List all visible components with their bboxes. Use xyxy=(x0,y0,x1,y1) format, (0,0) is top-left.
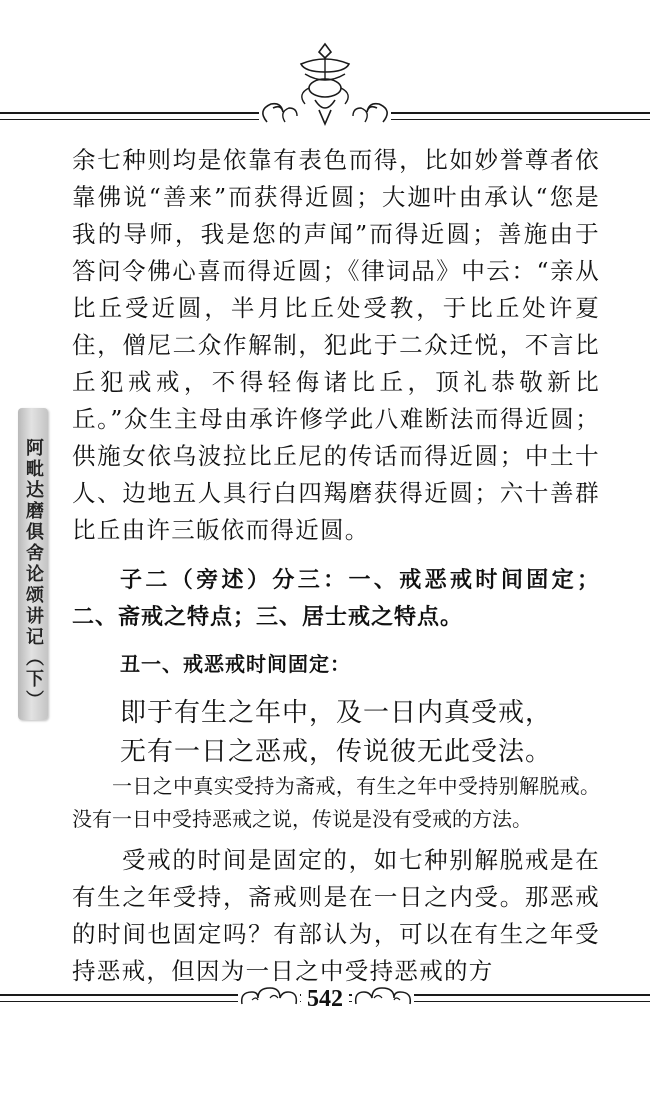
explanation-paragraph: 受戒的时间是固定的，如七种别解脱戒是在有生之年受持，斋戒则是在一日之内受。那恶戒的时间也固定吗？有部认为，可以在有生之年受持恶戒，但因为一日之中受持恶戒的方 xyxy=(72,846,600,985)
section-heading: 子二（旁述）分三：一、戒恶戒时间固定；二、斋戒之特点；三、居士戒之特点。 xyxy=(72,568,600,630)
verse-line-2: 无有一日之恶戒，传说彼无此受法。 xyxy=(120,737,553,767)
verse-line-1: 即于有生之年中，及一日内真受戒， xyxy=(120,698,553,728)
continuation-paragraph: 余七种则均是依靠有表色而得，比如妙誉尊者依靠佛说“善来”而获得近圆；大迦叶由承认“您是我的导师，我是您的声闻”而得近圆；善施由于答问令佛心喜而得近圆；《律词品》中云：“亲从比丘受近圆，半月比丘处受教，于比丘处许夏住，僧尼二众作解制，犯此于二众迁悦，不言比丘犯戒戒，不得轻侮诸比丘，顶礼恭敬新比丘。”众生主母由承许修学此八难断法而得近圆；供施女依乌波拉比丘尼的传话而得近圆；中土十人、边地五人具行白四羯磨获得近圆；六十善群比丘由许三皈依而得近圆。 xyxy=(72,146,600,544)
side-tab xyxy=(18,408,48,720)
subsection-heading: 丑一、戒恶戒时间固定： xyxy=(120,652,351,676)
side-tab-title: 阿毗达磨俱舍论颂讲记（下） xyxy=(23,438,44,711)
lotus-ornament-icon xyxy=(245,38,405,134)
page-number: 542 xyxy=(0,985,650,1013)
commentary-paragraph: 一日之中真实受持为斋戒，有生之年中受持别解脱戒。没有一日中受持恶戒之说，传说是没有受戒的方法。 xyxy=(72,774,600,831)
